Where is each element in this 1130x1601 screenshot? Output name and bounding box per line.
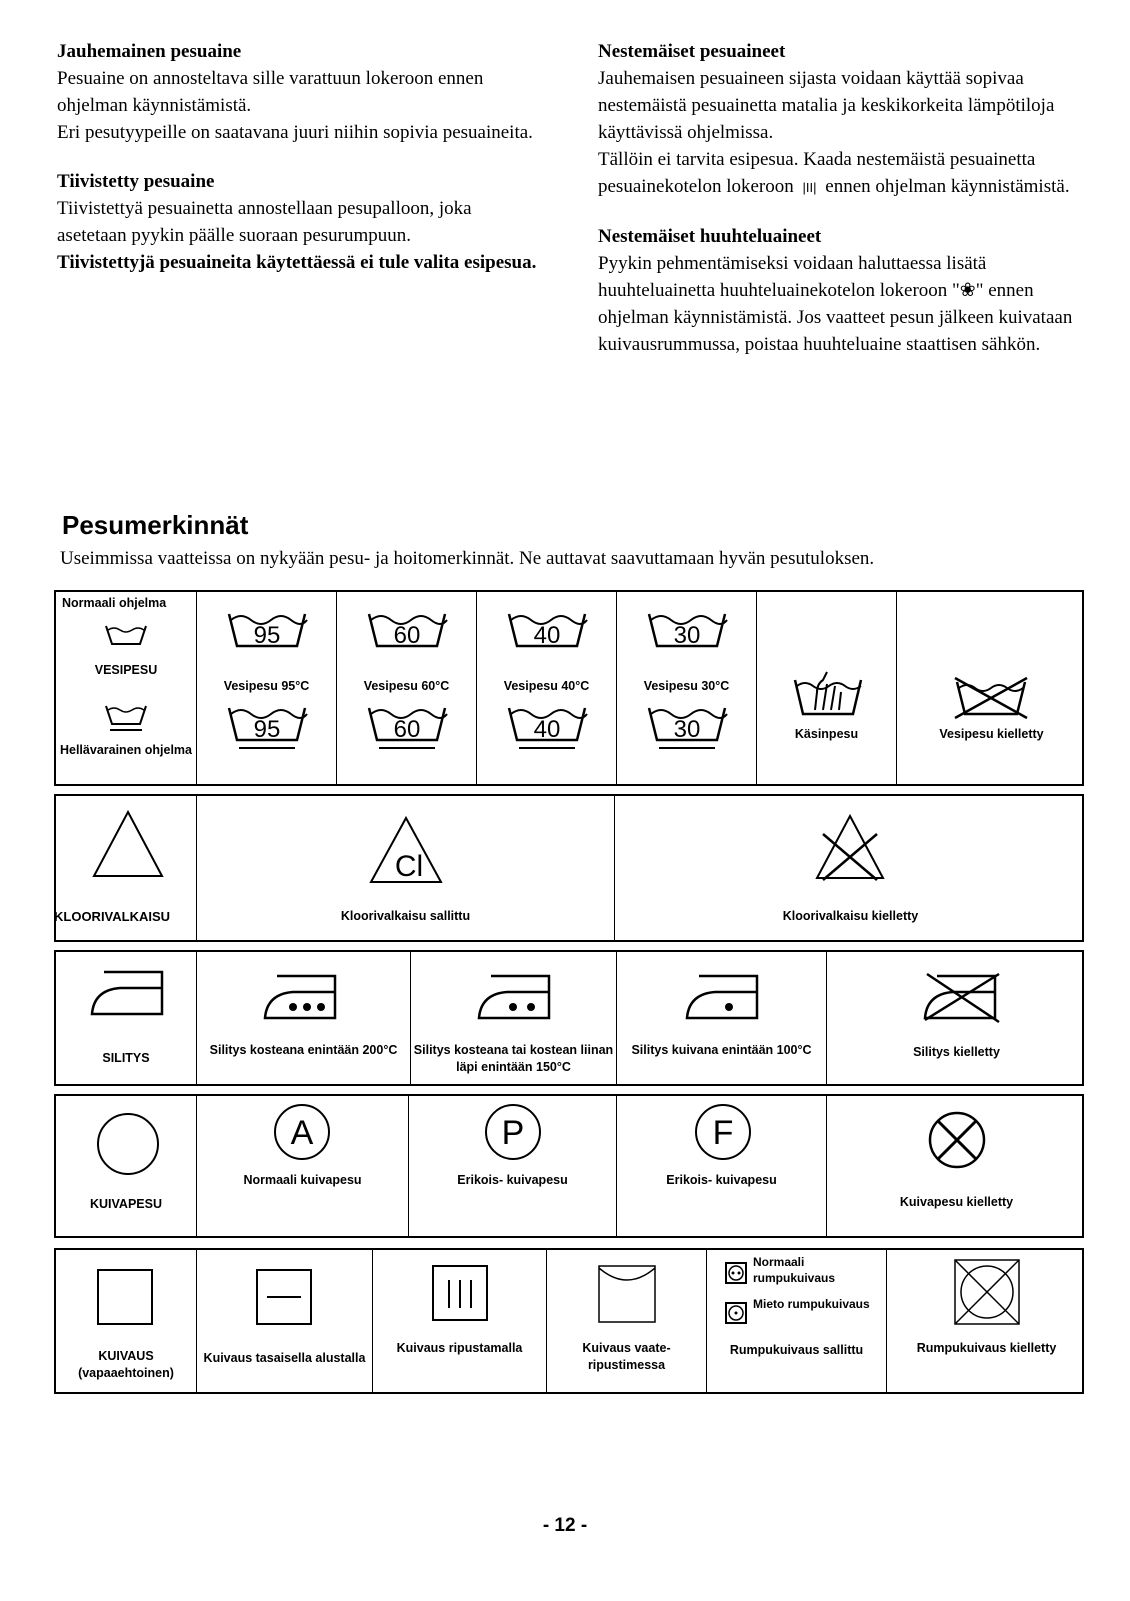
tumble-allowed-cell [706, 1250, 886, 1392]
wash-30-cell [616, 592, 756, 784]
wash-40-gentle-icon [507, 704, 587, 752]
dryclean-f-label: Erikois- kuivapesu [666, 1173, 777, 1187]
text-liquid-2 [598, 146, 1088, 201]
heading-softener: Nestemäiset huuhteluaineet [598, 226, 822, 248]
wash-60-icon [367, 610, 447, 650]
normal-program-label: Normaali ohjelma [62, 596, 167, 610]
iron-cool-cell [616, 952, 826, 1084]
dryclean-forbidden-label: Kuivapesu kielletty [899, 1195, 1014, 1209]
svg-text:95: 95 [253, 716, 281, 743]
bleach-legend-cell [56, 796, 196, 940]
text-powder-1: Pesuaine on annosteltava sille varattuun lokeroon ennen ohjelman käynnistämistä. [57, 68, 484, 116]
wash-30-label: Vesipesu 30°C [643, 679, 730, 693]
wash-60-cell [336, 592, 476, 784]
bleach-allowed-label: Kloorivalkaisu sallittu [340, 909, 471, 923]
drying-legend-cell [56, 1250, 196, 1392]
compartment-2-icon: |II| [802, 180, 817, 196]
bleach-panel [54, 794, 1084, 942]
section-intro: Useimmissa vaatteissa on nykyään pesu- ja hoitomerkinnät. Ne auttavat saavuttamaan hyvän pesutuloksen. [60, 548, 875, 569]
ironing-legend-cell [56, 952, 196, 1084]
dryclean-p-label: Erikois- kuivapesu [457, 1173, 568, 1187]
wash-60-label: Vesipesu 60°C [363, 679, 450, 693]
svg-text:60: 60 [393, 716, 421, 743]
tumble-gentle-label: Mieto rumpukuivaus [753, 1297, 870, 1311]
dryclean-forbidden-cell [826, 1096, 1086, 1236]
tumble-forbidden-label: Rumpukuivaus kielletty [916, 1341, 1057, 1355]
drycleaning-title: KUIVAPESU [89, 1197, 162, 1211]
bleach-forbidden-label: Kloorivalkaisu kielletty [782, 909, 919, 923]
dry-line-label: Kuivaus ripustamalla [396, 1341, 523, 1355]
page-number: - 12 - [542, 1515, 588, 1536]
chlorine-triangle-icon [369, 816, 443, 884]
iron-icon [90, 968, 166, 1016]
iron-cool-label: Silitys kuivana enintään 100°C [631, 1043, 812, 1057]
no-wash-cell [896, 592, 1086, 784]
svg-text:30: 30 [673, 716, 701, 743]
ironing-title: SILITYS [102, 1051, 150, 1065]
vesipesu-label: VESIPESU [94, 663, 158, 677]
heading-powder-detergent: Jauhemainen pesuaine [57, 41, 242, 62]
ironing-panel [54, 950, 1084, 1086]
text-liquid-2a: Tällöin ei tarvita esipesua. Kaada nestemäistä pesuainetta pesuainekotelon lokeroon [598, 149, 1036, 197]
wash-tub-icon [104, 622, 148, 646]
tumble-normal-label: Normaali rumpukuivaus [753, 1255, 836, 1285]
text-liquid-1: Jauhemaisen pesuaineen sijasta voidaan käyttää sopivaa nestemäistä pesuainetta matalia ja keskikorkeita lämpötiloja käyttävissä ohjelmissa. [598, 68, 1055, 143]
svg-text:Cl: Cl [394, 850, 424, 883]
tumble-gentle-icon [725, 1302, 747, 1324]
iron-medium-label: Silitys kosteana tai kostean liinan läpi enintään 150°C [413, 1043, 614, 1074]
dry-flat-icon [255, 1268, 315, 1328]
no-wash-label: Vesipesu kielletty [939, 727, 1044, 741]
iron-hot-label: Silitys kosteana enintään 200°C [209, 1043, 398, 1057]
washing-legend-cell [56, 592, 196, 784]
iron-medium-cell [410, 952, 616, 1084]
handwash-icon [793, 670, 863, 720]
no-tumble-icon [953, 1258, 1023, 1328]
dry-hanger-label: Kuivaus vaate- ripustimessa [582, 1341, 671, 1372]
svg-text:A: A [290, 1114, 314, 1152]
text-softener: Pyykin pehmentämiseksi voidaan haluttaessa lisätä huuhteluainetta huuhteluainekotelon lokeroon "❀" ennen ohjelman käynnistämistä. Jos vaatteet pesun jälkeen kuivataan kuivausrummussa, poistaa huuhteluaine staattisen sähkön. [598, 253, 1073, 356]
drying-title-sub: (vapaaehtoinen) [78, 1366, 174, 1380]
wash-30-gentle-icon [647, 704, 727, 752]
text-powder-2: Eri pesutyypeille on saatavana juuri niihin sopivia pesuaineita. [57, 122, 533, 143]
no-bleach-icon [815, 814, 885, 882]
dry-line-cell [372, 1250, 546, 1392]
bleach-allowed-cell [196, 796, 614, 940]
dryclean-a-cell [196, 1096, 408, 1236]
right-column [598, 38, 1088, 358]
dry-hanger-icon [597, 1264, 657, 1324]
drycleaning-panel [54, 1094, 1084, 1238]
dry-hanger-cell [546, 1250, 706, 1392]
text-concentrated-1: Tiivistettyä pesuainetta annostellaan pesupalloon, joka asetetaan pyykin päälle suoraan pesurumpuun. [57, 198, 472, 246]
svg-text:60: 60 [393, 622, 421, 649]
no-dryclean-icon [927, 1110, 987, 1170]
dryclean-a-label: Normaali kuivapesu [243, 1173, 362, 1187]
wash-95-label: Vesipesu 95°C [223, 679, 310, 693]
text-liquid-2b: ennen ohjelman käynnistämistä. [825, 176, 1070, 197]
dryclean-p-cell [408, 1096, 616, 1236]
handwash-label: Käsinpesu [794, 727, 859, 741]
handwash-cell [756, 592, 896, 784]
dryclean-a-icon [272, 1102, 332, 1162]
dryclean-p-icon [483, 1102, 543, 1162]
text-concentrated-2: Tiivistettyjä pesuaineita käytettäessä ei tule valita esipesua. [57, 252, 537, 273]
wash-95-cell [196, 592, 336, 784]
tumble-normal-icon [725, 1262, 747, 1284]
svg-text:P: P [501, 1114, 525, 1152]
wash-95-icon [227, 610, 307, 650]
drycleaning-legend-cell [56, 1096, 196, 1236]
bleach-title: KLOORIVALKAISU [54, 909, 171, 924]
heading-concentrated-detergent: Tiivistetty pesuaine [57, 171, 215, 192]
dry-flat-label: Kuivaus tasaisella alustalla [203, 1351, 366, 1365]
iron-three-dots-icon [263, 972, 339, 1020]
dryclean-f-cell [616, 1096, 826, 1236]
dryclean-f-icon [693, 1102, 753, 1162]
tumble-allowed-label: Rumpukuivaus sallittu [729, 1343, 864, 1357]
dry-flat-cell [196, 1250, 372, 1392]
wash-40-label: Vesipesu 40°C [503, 679, 590, 693]
gentle-program-label: Hellävarainen ohjelma [59, 743, 192, 757]
svg-text:95: 95 [253, 622, 281, 649]
svg-text:40: 40 [533, 716, 561, 743]
bleach-forbidden-cell [614, 796, 1086, 940]
iron-one-dot-icon [685, 972, 761, 1020]
drying-panel [54, 1248, 1084, 1394]
svg-text:F: F [712, 1114, 734, 1152]
wash-40-cell [476, 592, 616, 784]
square-icon [96, 1268, 156, 1328]
wash-95-gentle-icon [227, 704, 307, 752]
no-wash-icon [951, 674, 1031, 720]
no-iron-icon [919, 970, 1001, 1024]
dry-line-icon [431, 1264, 491, 1324]
triangle-icon [92, 810, 164, 878]
svg-text:40: 40 [533, 622, 561, 649]
left-column [57, 38, 542, 276]
wash-tub-gentle-icon [104, 702, 148, 732]
tumble-forbidden-cell [886, 1250, 1086, 1392]
iron-forbidden-cell [826, 952, 1086, 1084]
drying-title: KUIVAUS [98, 1349, 154, 1363]
wash-40-icon [507, 610, 587, 650]
heading-liquid-detergent: Nestemäiset pesuaineet [598, 41, 786, 62]
iron-two-dots-icon [477, 972, 553, 1020]
circle-icon [96, 1112, 160, 1176]
iron-forbidden-label: Silitys kielletty [913, 1045, 1000, 1059]
svg-text:30: 30 [673, 622, 701, 649]
wash-60-gentle-icon [367, 704, 447, 752]
washing-panel [54, 590, 1084, 786]
wash-30-icon [647, 610, 727, 650]
iron-hot-cell [196, 952, 410, 1084]
section-title: Pesumerkinnät [62, 510, 249, 540]
